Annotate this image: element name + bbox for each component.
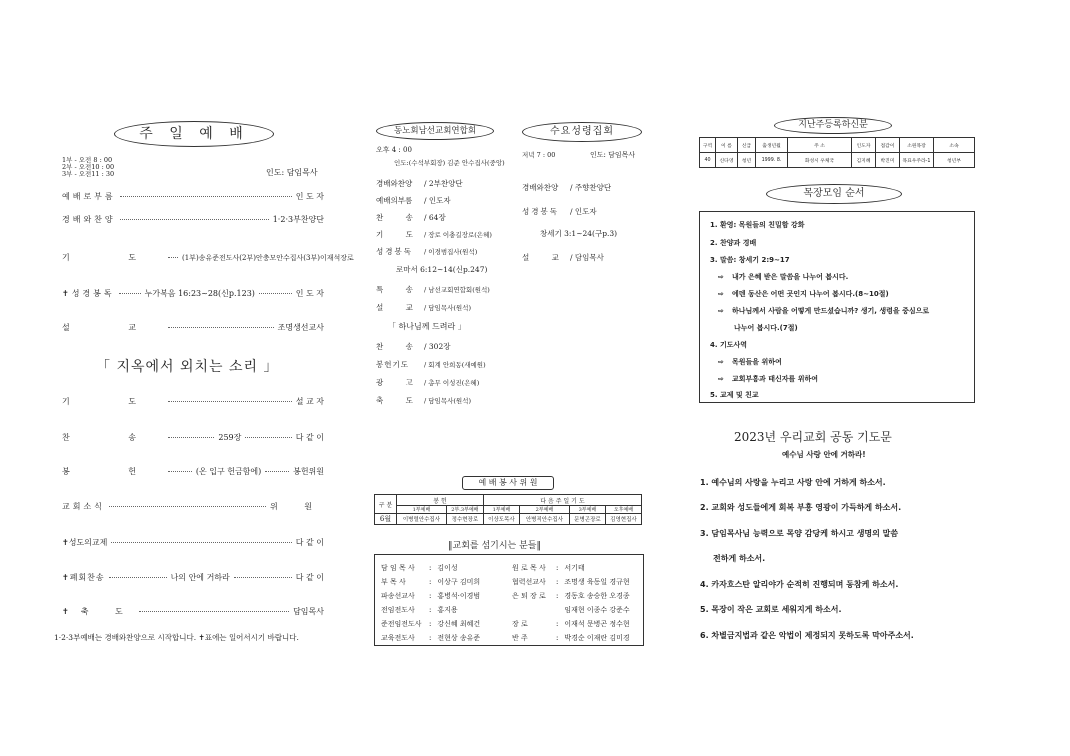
- sc-sub: 1부예배: [483, 506, 519, 514]
- sc-cell: 정수현장로: [446, 514, 483, 525]
- nc-cell: 40: [700, 153, 716, 168]
- cm-item: 나누어 봅시다.(7절): [734, 324, 798, 332]
- sc-sub: 3부예배: [569, 506, 605, 514]
- sc-sub: 1부예배: [397, 506, 447, 514]
- wednesday-item: 설 교/ 담임목사: [522, 253, 604, 262]
- nc-header: 소속: [934, 138, 975, 153]
- staff-left-row: 교육전도사 : 전현상 송유준: [381, 634, 481, 642]
- staff-right-row: 협력선교사 : 조명생 육동일 경규현: [512, 578, 630, 586]
- nc-cell: 청년부: [934, 153, 975, 168]
- sc-cell: 이상도목사: [483, 514, 519, 525]
- cm-item: ⇨ 하나님께서 사람을 어떻게 만드셨습니까? 생기, 생령을 중심으로: [718, 307, 930, 315]
- nc-cell: 신다영: [716, 153, 738, 168]
- evening-item: 봉헌기도 / 회계 안희동(새예원): [376, 360, 486, 369]
- sc-header-prayer: 다 음 주 일 기 도: [483, 495, 641, 506]
- evening-item: 설 교/ 담임목사(원석): [376, 303, 472, 312]
- staff-right-row: 은 퇴 장 로 : 경동호 송승한 오경종: [512, 592, 630, 600]
- evening-item: 성경봉독 / 이경범집사(원석): [376, 247, 478, 256]
- order-row-scripture: ✝성경봉독 누가복음 16:23~28(신p.123) 인 도 자: [62, 289, 324, 298]
- nc-cell: 화성시 우체국: [788, 153, 852, 168]
- nc-cell: 박진미: [876, 153, 900, 168]
- wednesday-item: 성경봉독 / 인도자: [522, 207, 597, 216]
- staff-right-row: 원 로 목 사 : 서기태: [512, 564, 585, 572]
- order-row-praise: 경배와찬양 1·2·3부찬양단: [62, 215, 324, 224]
- worship-title: 주 일 예 배: [114, 121, 274, 147]
- wednesday-item: 창세기 3:1~24(구p.3): [540, 229, 618, 238]
- evening-item: 예배의부름 / 인도자: [376, 196, 451, 205]
- nc-header: 소원목장: [900, 138, 934, 153]
- wednesday-leader: 인도: 담임목사: [590, 151, 636, 159]
- nc-cell: 김지혜: [852, 153, 876, 168]
- evening-item: 축 도/ 담임목사(원석): [376, 396, 472, 405]
- sc-cell: 김영현집사: [605, 514, 641, 525]
- order-row-prayer: 기 도 (1부)송유준전도사(2부)안충모안수집사(3부)이재석장로: [62, 253, 354, 262]
- nc-header: 출생년월: [756, 138, 788, 153]
- arrow-icon: ⇨: [718, 290, 724, 298]
- service-committee-title: 예 배 봉 사 위 원: [462, 476, 554, 490]
- staff-title: ‖교회를 섬기시는 분들‖: [448, 541, 541, 551]
- sc-month: 6월: [375, 514, 397, 525]
- order2-row-prayer: 기 도 설 교 자: [62, 397, 324, 406]
- nc-header: 이 름: [716, 138, 738, 153]
- evening-item: 찬 송/ 302장: [376, 342, 451, 351]
- worship-time-2: 2부 - 오전10 : 00: [62, 163, 115, 171]
- worship-leader: 인도: 담임목사: [266, 168, 318, 177]
- wednesday-time: 저녁 7 : 00: [522, 151, 556, 159]
- sc-sub: 오후예배: [605, 506, 641, 514]
- order-row-sermon: 설 교 조명생선교사: [62, 323, 324, 332]
- worship-time-1: 1부 - 오전 8 : 00: [62, 156, 113, 164]
- order2-row-news: 교회소식 위 원: [62, 502, 324, 511]
- cm-item: 3. 말씀: 창세기 2:9~17: [710, 256, 790, 264]
- prayer-title: 2023년 우리교회 공동 기도문: [734, 430, 892, 444]
- nc-cell: 청년: [738, 153, 756, 168]
- nc-header: 접감이: [876, 138, 900, 153]
- prayer-subtitle: 예수님 사랑 안에 거하라!: [782, 450, 866, 459]
- newcomer-table: [699, 137, 975, 168]
- service-committee-table: [374, 494, 642, 525]
- sc-header-offering: 봉 헌: [397, 495, 484, 506]
- nc-header: 주 소: [788, 138, 852, 153]
- prayer-item: 6. 차별금지법과 같은 악법이 제정되지 못하도록 막아주소서.: [700, 631, 914, 640]
- sc-cell: 이병렬안수집사: [397, 514, 447, 525]
- arrow-icon: ⇨: [718, 358, 724, 366]
- nc-cell: 1999. 8.: [756, 153, 788, 168]
- order2-row-hymn: 찬 송 259장 다 같 이: [62, 433, 324, 442]
- worship-time-3: 3부 - 오전11 : 30: [62, 170, 115, 178]
- evening-title: 동노회남선교회연합회: [376, 122, 494, 140]
- arrow-icon: ⇨: [718, 375, 724, 383]
- arrow-icon: ⇨: [718, 273, 724, 281]
- prayer-item: 1. 예수님의 사랑을 누리고 사랑 안에 거하게 하소서.: [700, 478, 886, 487]
- evening-leader: 인도:(수석부회장) 김준 안수집사(중앙): [394, 159, 505, 167]
- cm-item: ⇨ 에덴 동산은 어떤 곳인지 나누어 봅시다.(8~10절): [718, 290, 889, 298]
- evening-item: 로마서 6:12~14(신p.247): [396, 265, 488, 274]
- sc-cell: 문병곤장로: [569, 514, 605, 525]
- staff-right-row: 장 로 : 이재석 문병곤 정수현: [512, 620, 630, 628]
- evening-item: 경배와찬양 / 2부찬양단: [376, 179, 463, 188]
- evening-item: 특 송/ 남선교회연합회(원석): [376, 285, 490, 294]
- sc-sub: 2부예배: [519, 506, 569, 514]
- evening-item: 기 도/ 장로 이충길장로(은혜): [376, 230, 492, 239]
- wednesday-item: 경배와찬양 / 주향찬양단: [522, 183, 612, 192]
- cm-item: 1. 환영: 목원들의 친밀함 강화: [710, 221, 805, 229]
- staff-right-row: 임재현 이종수 강준수: [564, 606, 630, 614]
- evening-item: 「 하나님께 드려라 」: [388, 322, 466, 331]
- staff-left-row: 부 목 사 : 이상구 김미희: [381, 578, 481, 586]
- staff-right-row: 반 주 : 박경순 이재란 김미경: [512, 634, 630, 642]
- prayer-item: 5. 목장이 작은 교회로 세워지게 하소서.: [700, 605, 842, 614]
- evening-item: 찬 송/ 64장: [376, 213, 446, 222]
- evening-time: 오후 4 : 00: [376, 146, 412, 154]
- sermon-title: 「 지옥에서 외치는 소리 」: [96, 359, 279, 375]
- cm-item: ⇨ 목원들을 위하여: [718, 358, 782, 366]
- order2-row-fellowship: ✝성도의교제 다 같 이: [62, 538, 324, 547]
- worship-footnote: 1·2·3부예배는 경배와찬양으로 시작합니다. ✝표에는 일어서시기 바랍니다.: [54, 633, 299, 642]
- prayer-item: 3. 담임목사님 능력으로 목양 감당케 하시고 생명의 말씀: [700, 529, 899, 538]
- sc-header-category: 구 분: [375, 495, 397, 514]
- cm-item: 5. 교제 및 친교: [710, 391, 759, 399]
- cm-item: ⇨ 교회부흥과 태신자를 위하여: [718, 375, 819, 383]
- cm-item: 2. 찬양과 경배: [710, 239, 757, 247]
- nc-header: 구역: [700, 138, 716, 153]
- order2-row-closing-hymn: ✝폐회찬송 나의 안에 거하라 다 같 이: [62, 573, 324, 582]
- prayer-item: 전하게 하소서.: [713, 554, 766, 563]
- evening-item: 광 고/ 총무 이성진(은혜): [376, 378, 480, 387]
- nc-header: 인도자: [852, 138, 876, 153]
- staff-left-row: 파송선교사 : 홍병석·이경범: [381, 592, 481, 600]
- order2-row-offering: 봉 헌 (온 입구 헌금함에) 봉헌위원: [62, 467, 325, 476]
- sc-cell: 안병직안수집사: [519, 514, 569, 525]
- cm-item: 4. 기도사역: [710, 341, 748, 349]
- staff-left-row: 담 임 목 사 : 김이성: [381, 564, 458, 572]
- cm-item: ⇨ 내가 은혜 받은 말씀을 나누어 봅시다.: [718, 273, 849, 281]
- wednesday-title: 수요성령집회: [522, 122, 642, 142]
- arrow-icon: ⇨: [718, 307, 724, 315]
- staff-left-row: 전임전도사 : 홍지용: [381, 606, 458, 614]
- nc-cell: 목표우주라-1: [900, 153, 934, 168]
- newcomer-title: 지난주등록하신분: [774, 117, 892, 134]
- order-row-call: 예배로부름 인 도 자: [62, 192, 324, 201]
- sc-sub: 2부.3부예배: [446, 506, 483, 514]
- prayer-item: 2. 교회와 성도들에게 회복 부흥 영광이 가득하게 하소서.: [700, 503, 902, 512]
- cell-meeting-title: 목장모임 순서: [766, 184, 902, 204]
- order2-row-benediction: ✝축 도 담임목사: [62, 607, 324, 616]
- staff-left-row: 준전임전도사 : 강신혜 최혜건: [381, 620, 481, 628]
- prayer-item: 4. 카자흐스탄 알리야가 순적히 진행되며 동참케 하소서.: [700, 580, 899, 589]
- nc-header: 신급: [738, 138, 756, 153]
